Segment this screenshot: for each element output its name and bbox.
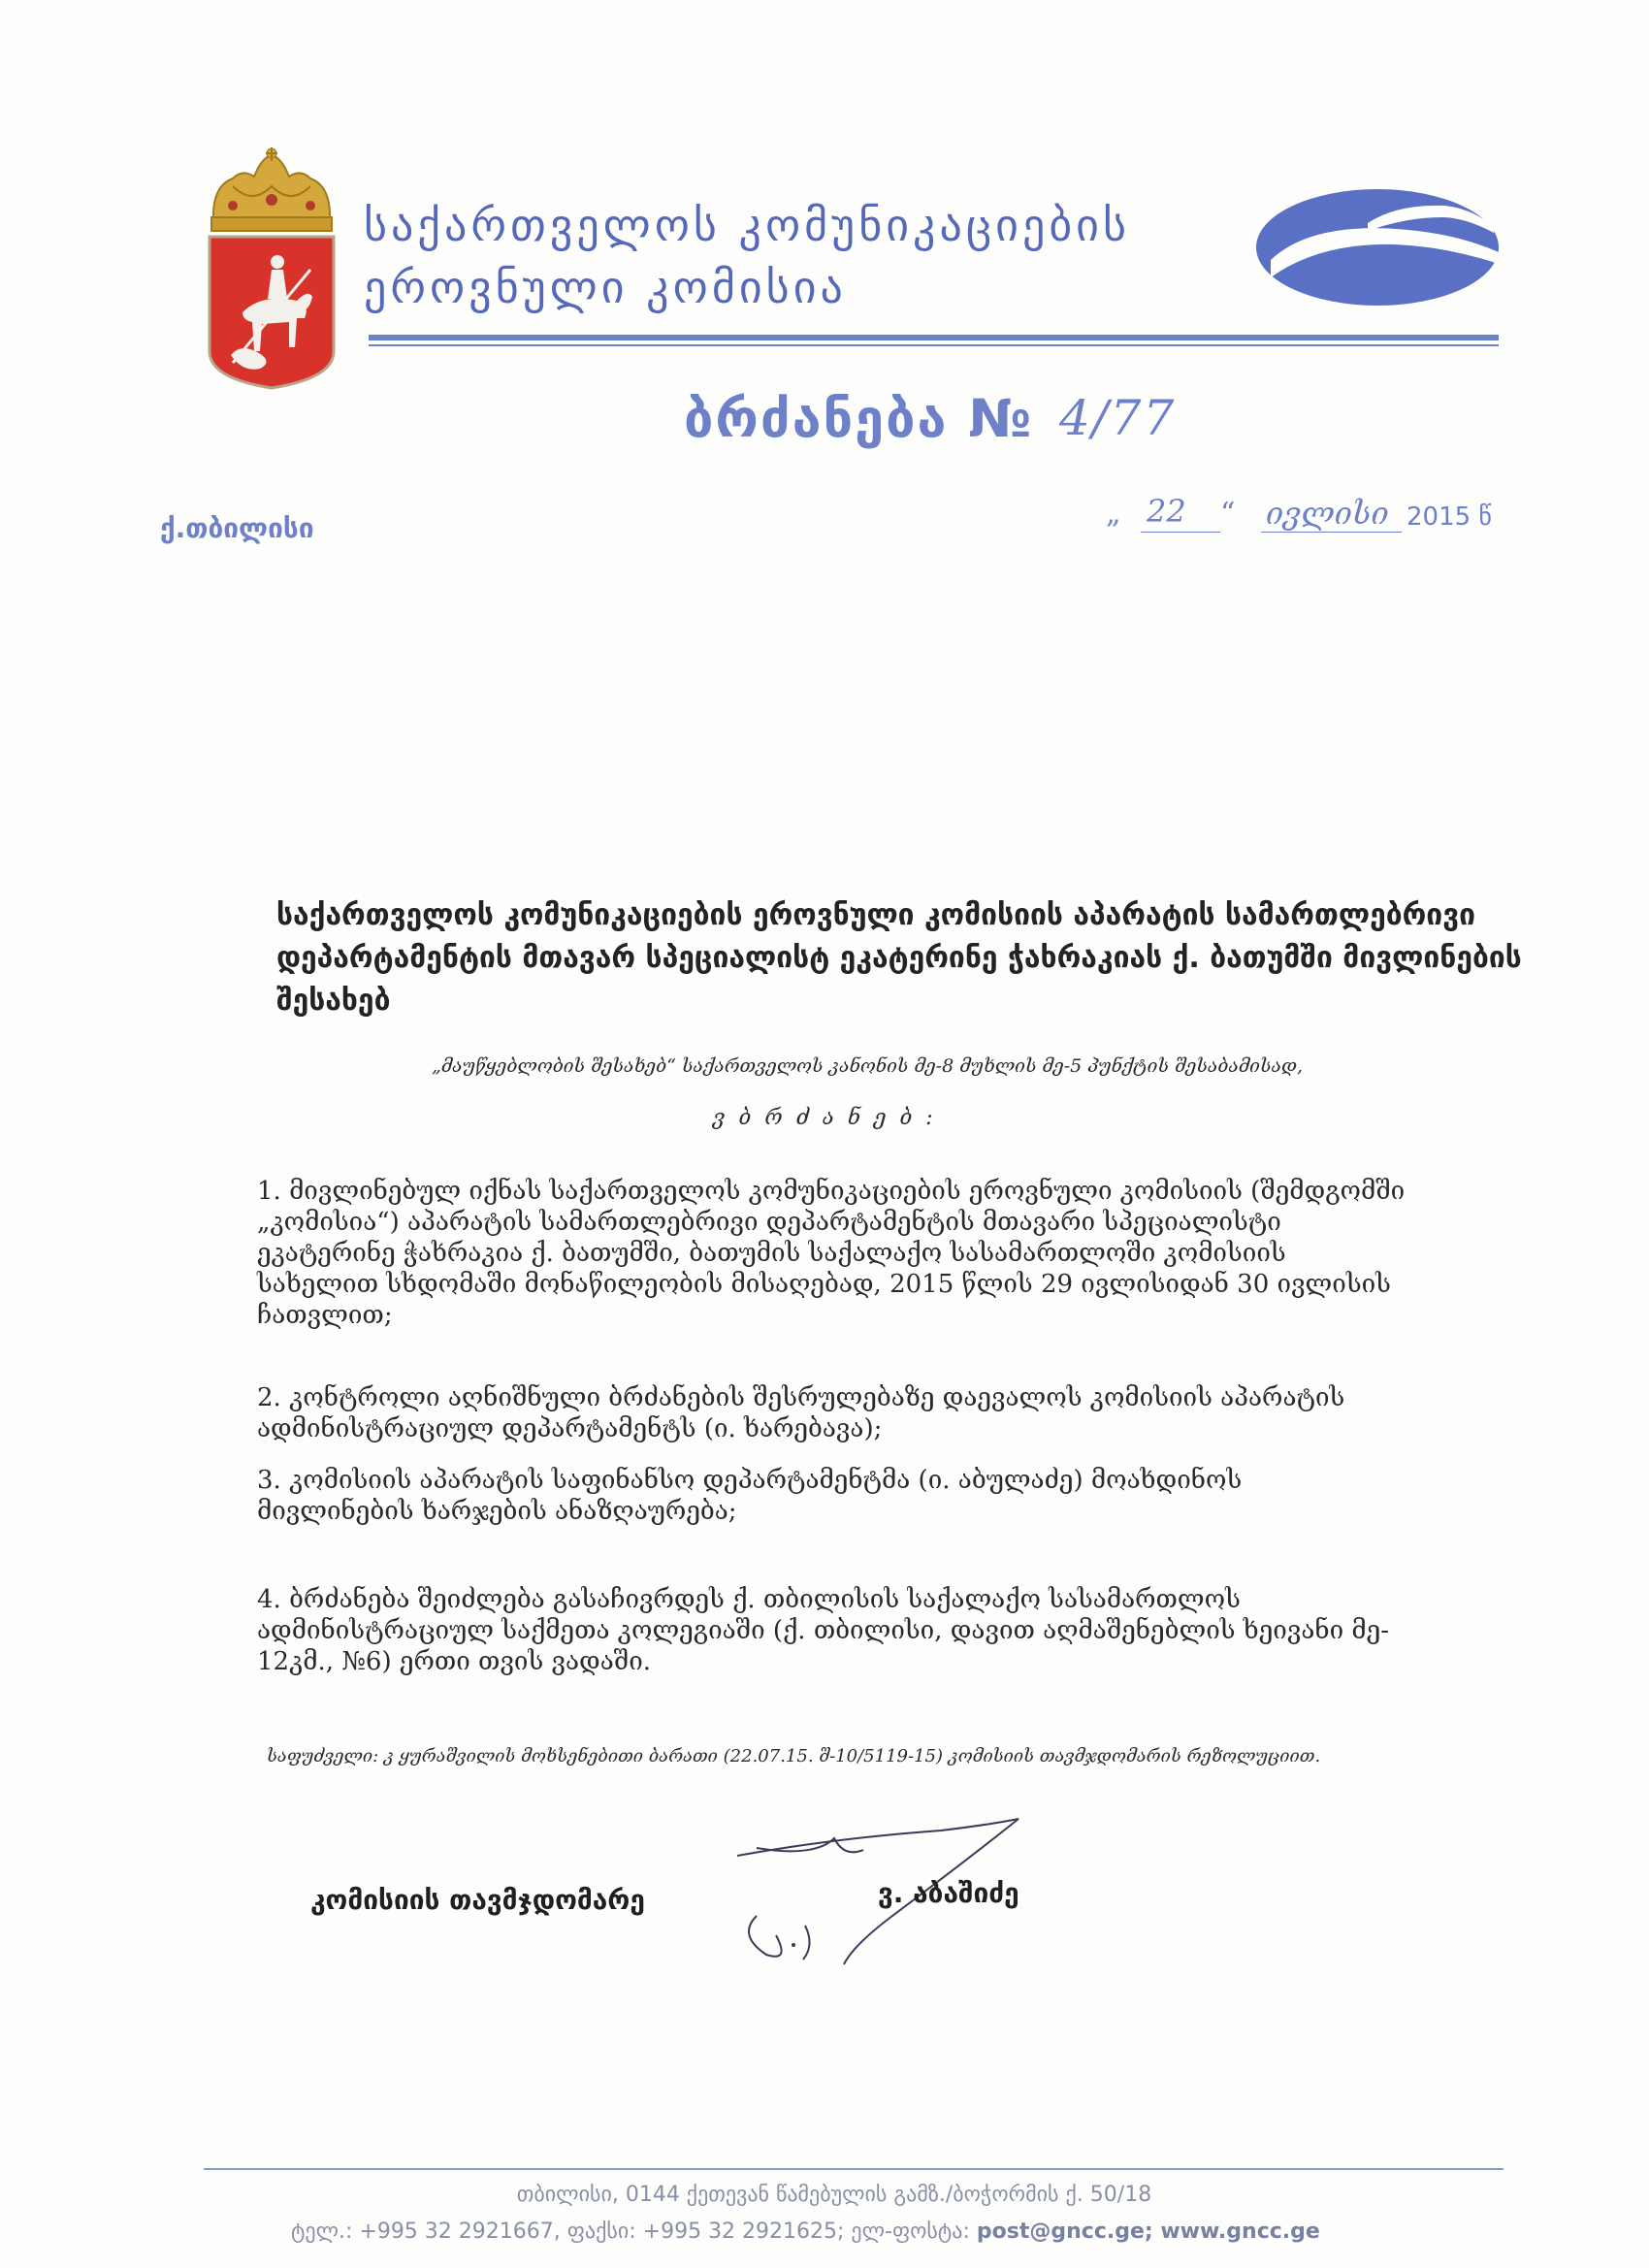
shield-icon [210,237,334,388]
gncc-logo-icon [1251,184,1504,310]
order-item-line: 3. კომისიის აპარატის საფინანსო დეპარტამენტმა (ი. აბულაძე) მოახდინოს [257,1466,1243,1495]
date-day: 22 [1147,493,1186,530]
date-close-quote: “ [1220,497,1236,531]
order-date [1106,493,1513,545]
footer-separator: ; [1144,2219,1161,2244]
order-item-line: 12კმ., №6) ერთი თვის ვადაში. [257,1647,652,1676]
order-item-line: ეკატერინე ჭახრაკია ქ. ბათუმში, ბათუმის საქალაქო სასამართლოში კომისიის [257,1239,1286,1268]
order-item-line: მივლინების ხარჯების ანაზღაურება; [257,1497,737,1526]
order-item-line: 2. კონტროლი აღნიშნული ბრძანების შესრულებაზე დაევალოს კომისიის აპარატის [257,1383,1345,1412]
order-item-1 [257,1176,1518,1331]
order-item-line: 4. ბრძანება შეიძლება გასაჩივრდეს ქ. თბილისის საქალაქო სასამართლოს [257,1585,1241,1614]
georgia-coat-of-arms-icon [204,147,340,390]
order-item-2 [257,1382,1518,1444]
order-item-line: ადმინისტრაციულ დეპარტამენტს (ი. ხარებავა); [257,1414,883,1443]
date-open-quote: „ [1106,497,1121,531]
order-number: 4/77 [1059,390,1177,446]
order-item-line: „კომისია“) აპარატის სამართლებრივი დეპარტამენტის მთავარი სპეციალისტი [257,1208,1281,1237]
footer-address: თბილისი, 0144 ქეთევან წამებულის გამზ./ბოჭორმის ქ. 50/18 [516,2183,1152,2207]
header-divider [369,335,1499,348]
basis-note: საფუძველი: კ ყურაშვილის მოხსენებითი ბარათი (22.07.15. შ-10/5119-15) კომისიის თავმჯდომარის რეზოლუციით. [267,1746,1321,1766]
city-label: ქ.თბილისი [160,512,314,544]
date-year: 2015 წ [1406,502,1492,532]
order-item-line: ჩათვლით; [257,1301,393,1330]
crown-icon [211,147,332,231]
signatory-title: კომისიის თავმჯდომარე [310,1884,645,1916]
date-month-underline [1261,532,1402,533]
order-item-line: 1. მივლინებულ იქნას საქართველოს კომუნიკაციების ეროვნული კომისიის (შემდგომში [257,1177,1406,1206]
footer-email-link[interactable]: post@gncc.ge [976,2219,1145,2244]
organization-name [364,194,1237,318]
document-title-line3: შესახებ [276,984,391,1018]
signatory-name: ვ. აბაშიძე [878,1877,1019,1909]
order-item-line: სახელით სხდომაში მონაწილეობის მისაღებად, 2015 წლის 29 ივლისიდან 30 ივლისის [257,1270,1391,1299]
order-item-4 [257,1584,1518,1677]
footer-contacts [291,2219,1455,2244]
order-item-3 [257,1465,1518,1527]
footer-divider [204,2168,1504,2170]
organization-name-line1: საქართველოს კომუნიკაციების [364,199,1130,251]
date-month: ივლისი [1266,495,1389,532]
date-day-underline [1141,532,1220,533]
legal-basis: „მაუწყებლობის შესახებ“ საქართველოს კანონის მე-8 მუხლის მე-5 პუნქტის შესაბამისად, [432,1055,1304,1077]
order-item-line: ადმინისტრაციულ საქმეთა კოლეგიაში (ქ. თბილისი, დავით აღმაშენებლის ხეივანი მე- [257,1616,1390,1645]
footer-website-link[interactable]: www.gncc.ge [1160,2219,1320,2244]
organization-name-line2: ეროვნული კომისია [364,261,847,313]
footer-phone-fax: ტელ.: +995 32 2921667, ფაქსი: +995 32 2921625; ელ-ფოსტა: [291,2219,977,2244]
document-title-line2: დეპარტამენტის მთავარ სპეციალისტ ეკატერინე ჭახრაკიას ქ. ბათუმში მივლინების [276,941,1522,975]
decree-heading: ვბრძანებ: [713,1106,947,1130]
document-title [276,894,1522,1022]
document-title-line1: საქართველოს კომუნიკაციების ეროვნული კომისიის აპარატის სამართლებრივი [276,898,1476,932]
order-title: ბრძანება № [684,388,1034,449]
